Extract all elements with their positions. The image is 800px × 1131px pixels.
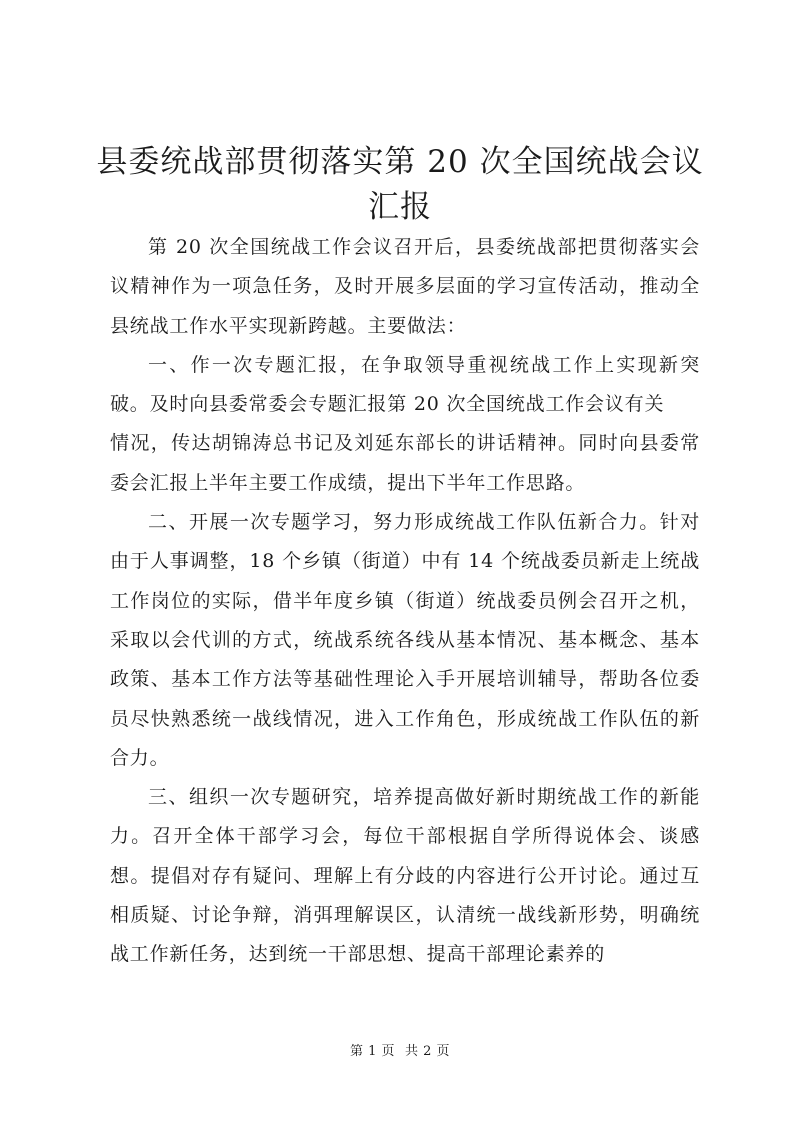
page-footer — [0, 1040, 800, 1059]
page-number: 第 1 页 — [349, 1044, 395, 1059]
document-body — [110, 228, 700, 975]
paragraph-intro: 第 20 次全国统战工作会议召开后，县委统战部把贯彻落实会议精神作为一项急任务，及时开展多层面的学习宣传活动，推动全县统战工作水平实现新跨越。主要做法： — [110, 236, 700, 337]
page-total: 共 2 页 — [405, 1044, 451, 1059]
paragraph-section-3: 三、组织一次专题研究，培养提高做好新时期统战工作的新能力。召开全体干部学习会，每位干部根据自学所得说体会、谈感想。提倡对存有疑问、理解上有分歧的内容进行公开讨论。通过互相质疑、讨论争辩，消弭理解误区，认清统一战线新形势，明确统战工作新任务，达到统一干部思想、提高干部理论素养的 — [110, 786, 700, 966]
paragraph-section-1: 一、作一次专题汇报，在争取领导重视统战工作上实现新突破。及时向县委常委会专题汇报第 20 次全国统战工作会议有关 — [110, 353, 700, 416]
document-title: 县委统战部贯彻落实第 20 次全国统战会议汇报 — [96, 144, 704, 225]
paragraph-section-2: 二、开展一次专题学习，努力形成统战工作队伍新合力。针对由于人事调整，18 个乡镇（街道）中有 14 个统战委员新走上统战工作岗位的实际，借半年度乡镇（街道）统战委员例会召开之机，采取以会代训的方式，统战系统各线从基本情况、基本概念、基本政策、基本工作方法等基础性理论入手开展培训辅导，帮助各位委员尽快熟悉统一战线情况，进入工作角色，形成统战工作队伍的新合力。 — [110, 511, 700, 769]
paragraph-section-1-continued: 情况，传达胡锦涛总书记及刘延东部长的讲话精神。同时向县委常委会汇报上半年主要工作成绩，提出下半年工作思路。 — [110, 432, 700, 494]
